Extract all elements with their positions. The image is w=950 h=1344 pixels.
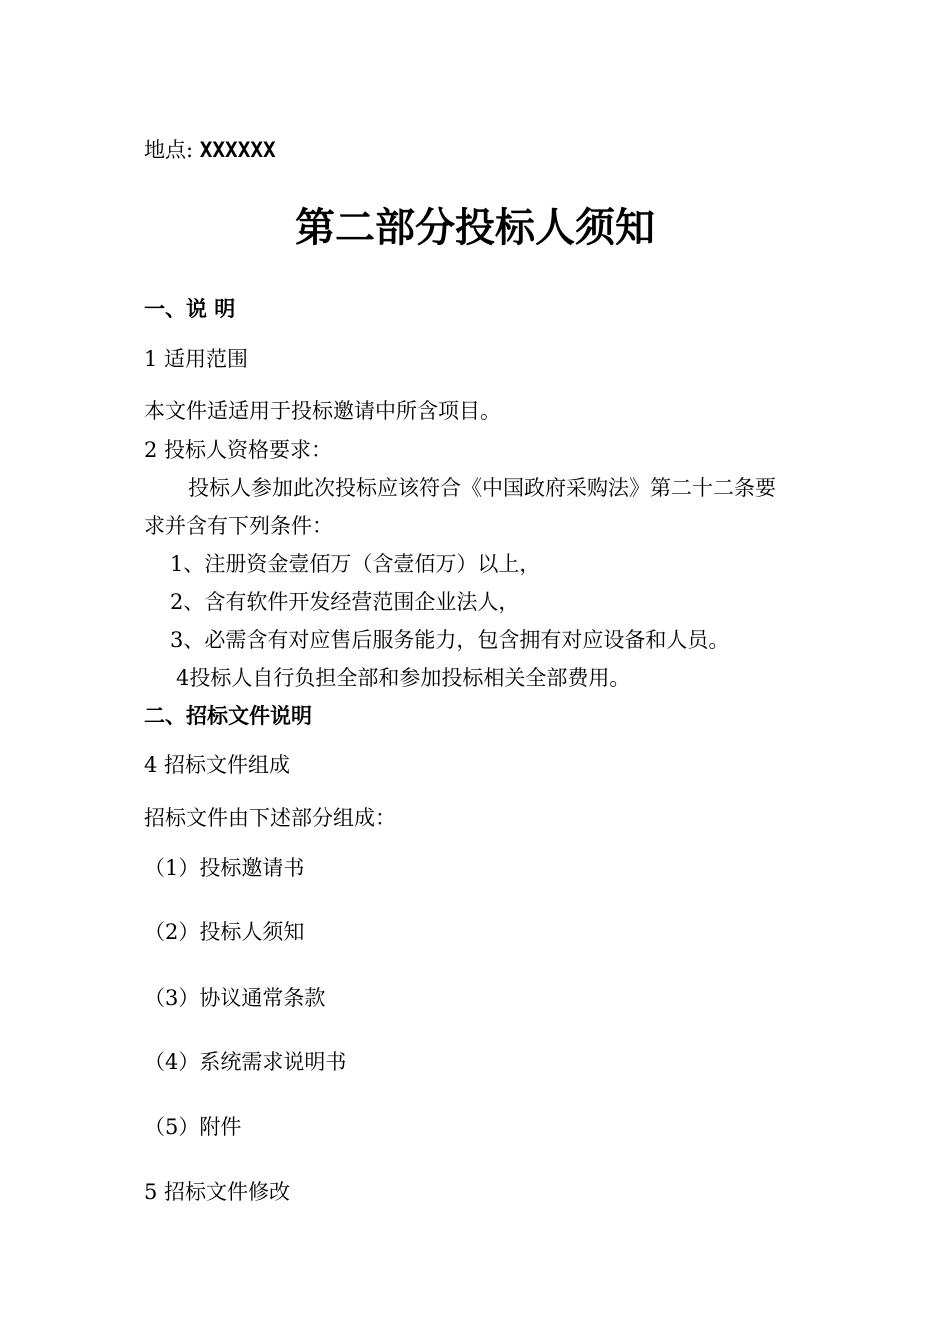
condition-item: 3、必需含有对应售后服务能力，包含拥有对应设备和人员。 <box>170 628 730 652</box>
location-label: 地点: <box>144 138 194 162</box>
subsection-heading-scope: 1 适用范围 <box>144 347 249 371</box>
location-value: XXXXXX <box>199 138 276 162</box>
location-line <box>144 136 276 164</box>
component-item: （2）投标人须知 <box>144 920 305 944</box>
condition-item: 2、含有软件开发经营范围企业法人， <box>170 590 520 614</box>
subsection-heading-qualification: 2 投标人资格要求： <box>144 438 333 462</box>
subsection-heading-composition: 4 招标文件组成 <box>144 753 291 777</box>
fee-clause: 4投标人自行负担全部和参加投标相关全部费用。 <box>176 666 631 690</box>
qualification-paragraph-line1: 投标人参加此次投标应该符合《中国政府采购法》第二十二条要 <box>188 476 776 500</box>
section-heading-1: 一、说 明 <box>144 296 236 321</box>
composition-intro: 招标文件由下述部分组成： <box>144 806 396 830</box>
qualification-paragraph-line2: 求并含有下列条件： <box>144 514 333 538</box>
component-item: （4）系统需求说明书 <box>144 1050 347 1074</box>
subsection-heading-amendment: 5 招标文件修改 <box>144 1180 291 1204</box>
component-item: （3）协议通常条款 <box>144 986 326 1010</box>
condition-item: 1、注册资金壹佰万（含壹佰万）以上， <box>170 552 541 576</box>
page-title: 第二部分投标人须知 <box>295 204 655 251</box>
scope-text: 本文件适适用于投标邀请中所含项目。 <box>144 399 501 423</box>
component-item: （1）投标邀请书 <box>144 856 305 880</box>
section-heading-2: 二、招标文件说明 <box>144 703 312 728</box>
component-item: （5）附件 <box>144 1115 242 1139</box>
